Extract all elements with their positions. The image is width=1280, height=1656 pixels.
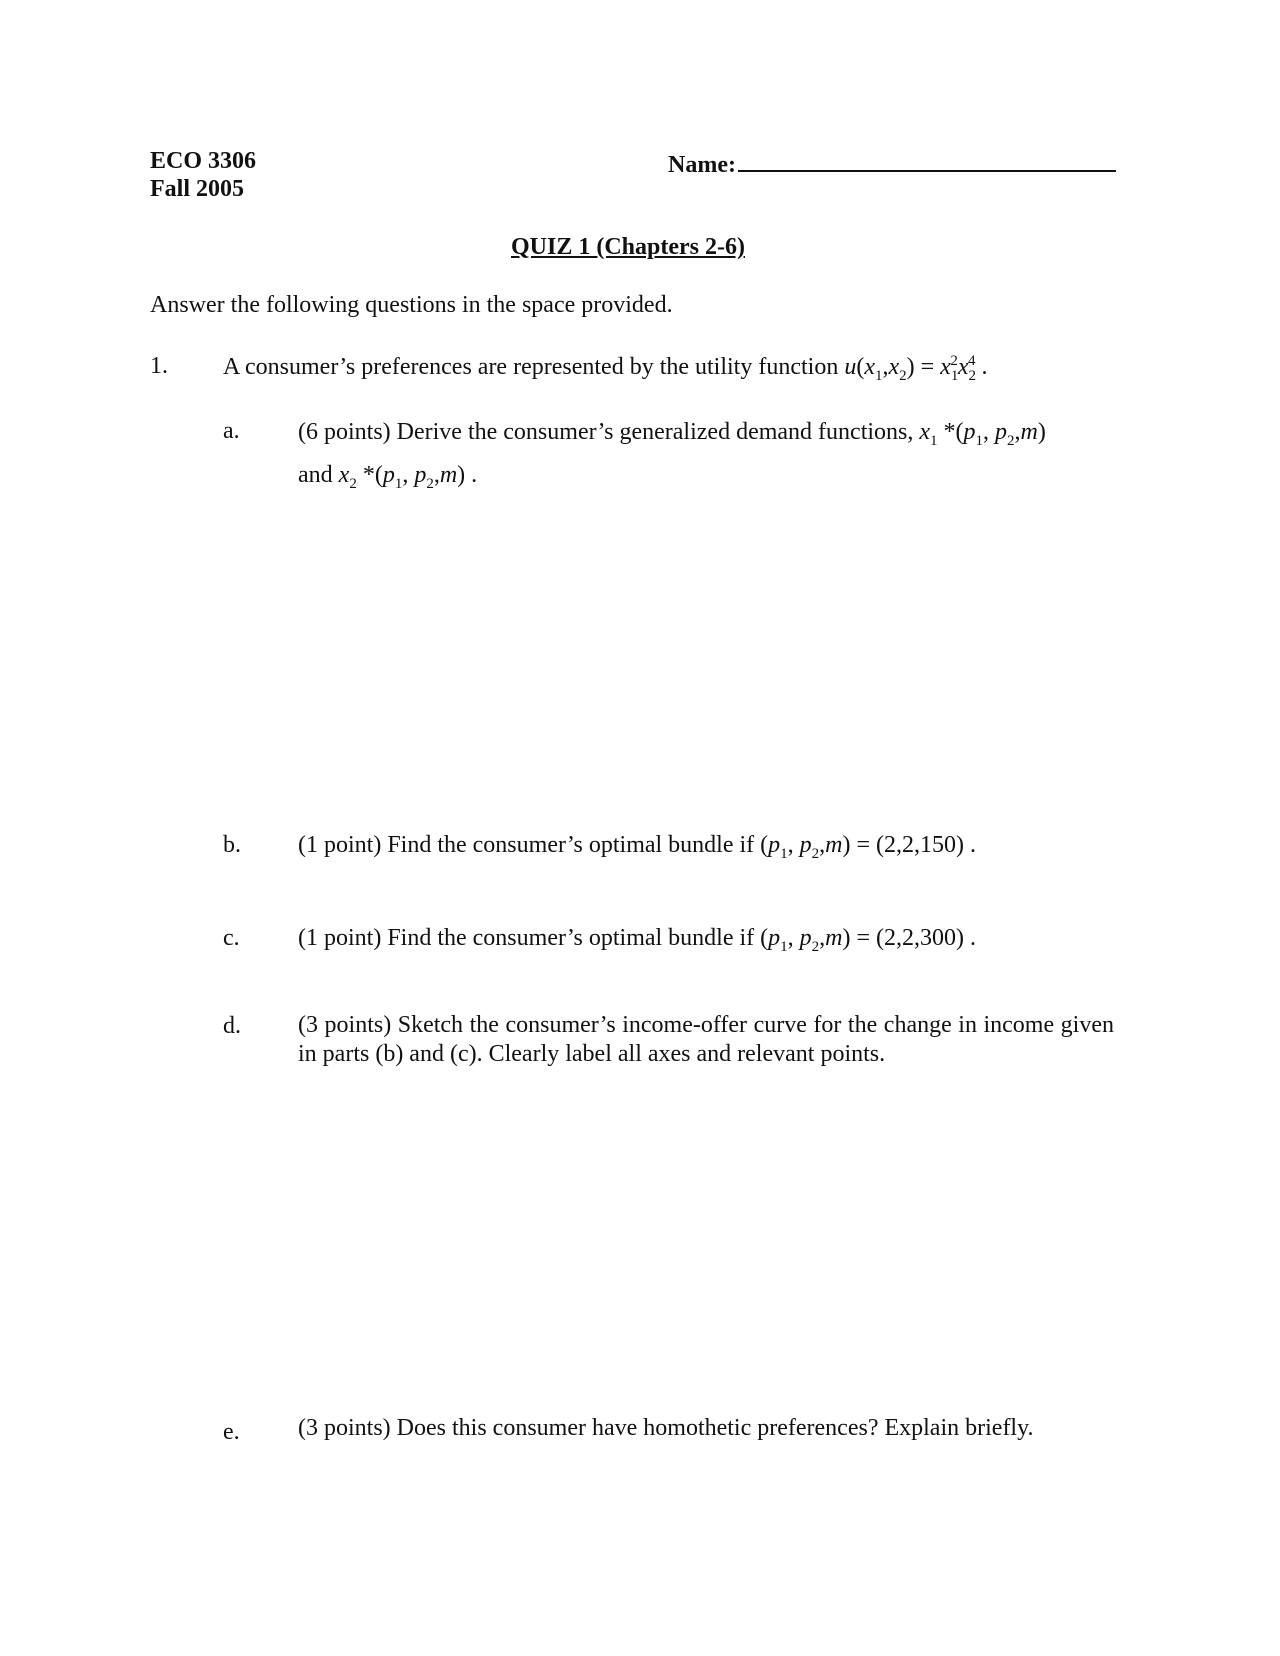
name-blank-line xyxy=(738,148,1116,172)
part-e-label: e. xyxy=(223,1419,240,1445)
part-c-label: c. xyxy=(223,925,240,951)
part-b-text: (1 point) Find the consumer’s optimal bundle if ($p_1$, $p_2,m) = (2,2,150)$ . xyxy=(298,832,977,862)
instructions: Answer the following questions in the space provided. xyxy=(150,292,673,318)
part-b-prompt: (1 point) Find the consumer’s optimal bundle if xyxy=(298,832,755,858)
name-label: Name: xyxy=(668,152,736,178)
part-e-text: (3 points) Does this consumer have homothetic preferences? Explain briefly. xyxy=(298,1415,1034,1441)
part-d-text: (3 points) Sketch the consumer’s income-offer curve for the change in income given in parts (b) and (c). Clearly label all axes and relevant points. xyxy=(298,1012,1114,1067)
utility-function-formula: u xyxy=(844,354,857,380)
question-1-stem: A consumer’s preferences are represented by the utility function $u(x_1,x_2) = x_1^2x_2^4$ . xyxy=(223,353,988,384)
part-a-lead: (6 points) Derive the consumer’s generalized demand functions, xyxy=(298,419,914,445)
question-number: 1. xyxy=(150,353,168,379)
course-code: ECO 3306 xyxy=(150,148,257,174)
part-c-text: (1 point) Find the consumer’s optimal bundle if ($p_1$, $p_2,m) = (2,2,300)$ . xyxy=(298,925,977,955)
name-field xyxy=(668,148,1116,179)
term: Fall 2005 xyxy=(150,176,244,202)
question-1-intro: A consumer’s preferences are represented by the utility function xyxy=(223,354,839,380)
part-a-label: a. xyxy=(223,418,240,444)
part-b-label: b. xyxy=(223,832,241,858)
part-c-prompt: (1 point) Find the consumer’s optimal bundle if xyxy=(298,925,755,951)
part-b-values: = (2,2,150) . xyxy=(856,832,977,858)
part-c-values: = (2,2,300) . xyxy=(856,925,977,951)
quiz-title: QUIZ 1 (Chapters 2-6) xyxy=(511,234,745,260)
part-a-and: and xyxy=(298,461,333,488)
part-d-label: d. xyxy=(223,1013,241,1039)
part-a-text: (6 points) Derive the consumer’s generalized demand functions, $x_1$ $*(p_1$, $p_2,m$) and $x_2$ $*(p_1$, $p_2,m$) . xyxy=(298,419,1046,492)
